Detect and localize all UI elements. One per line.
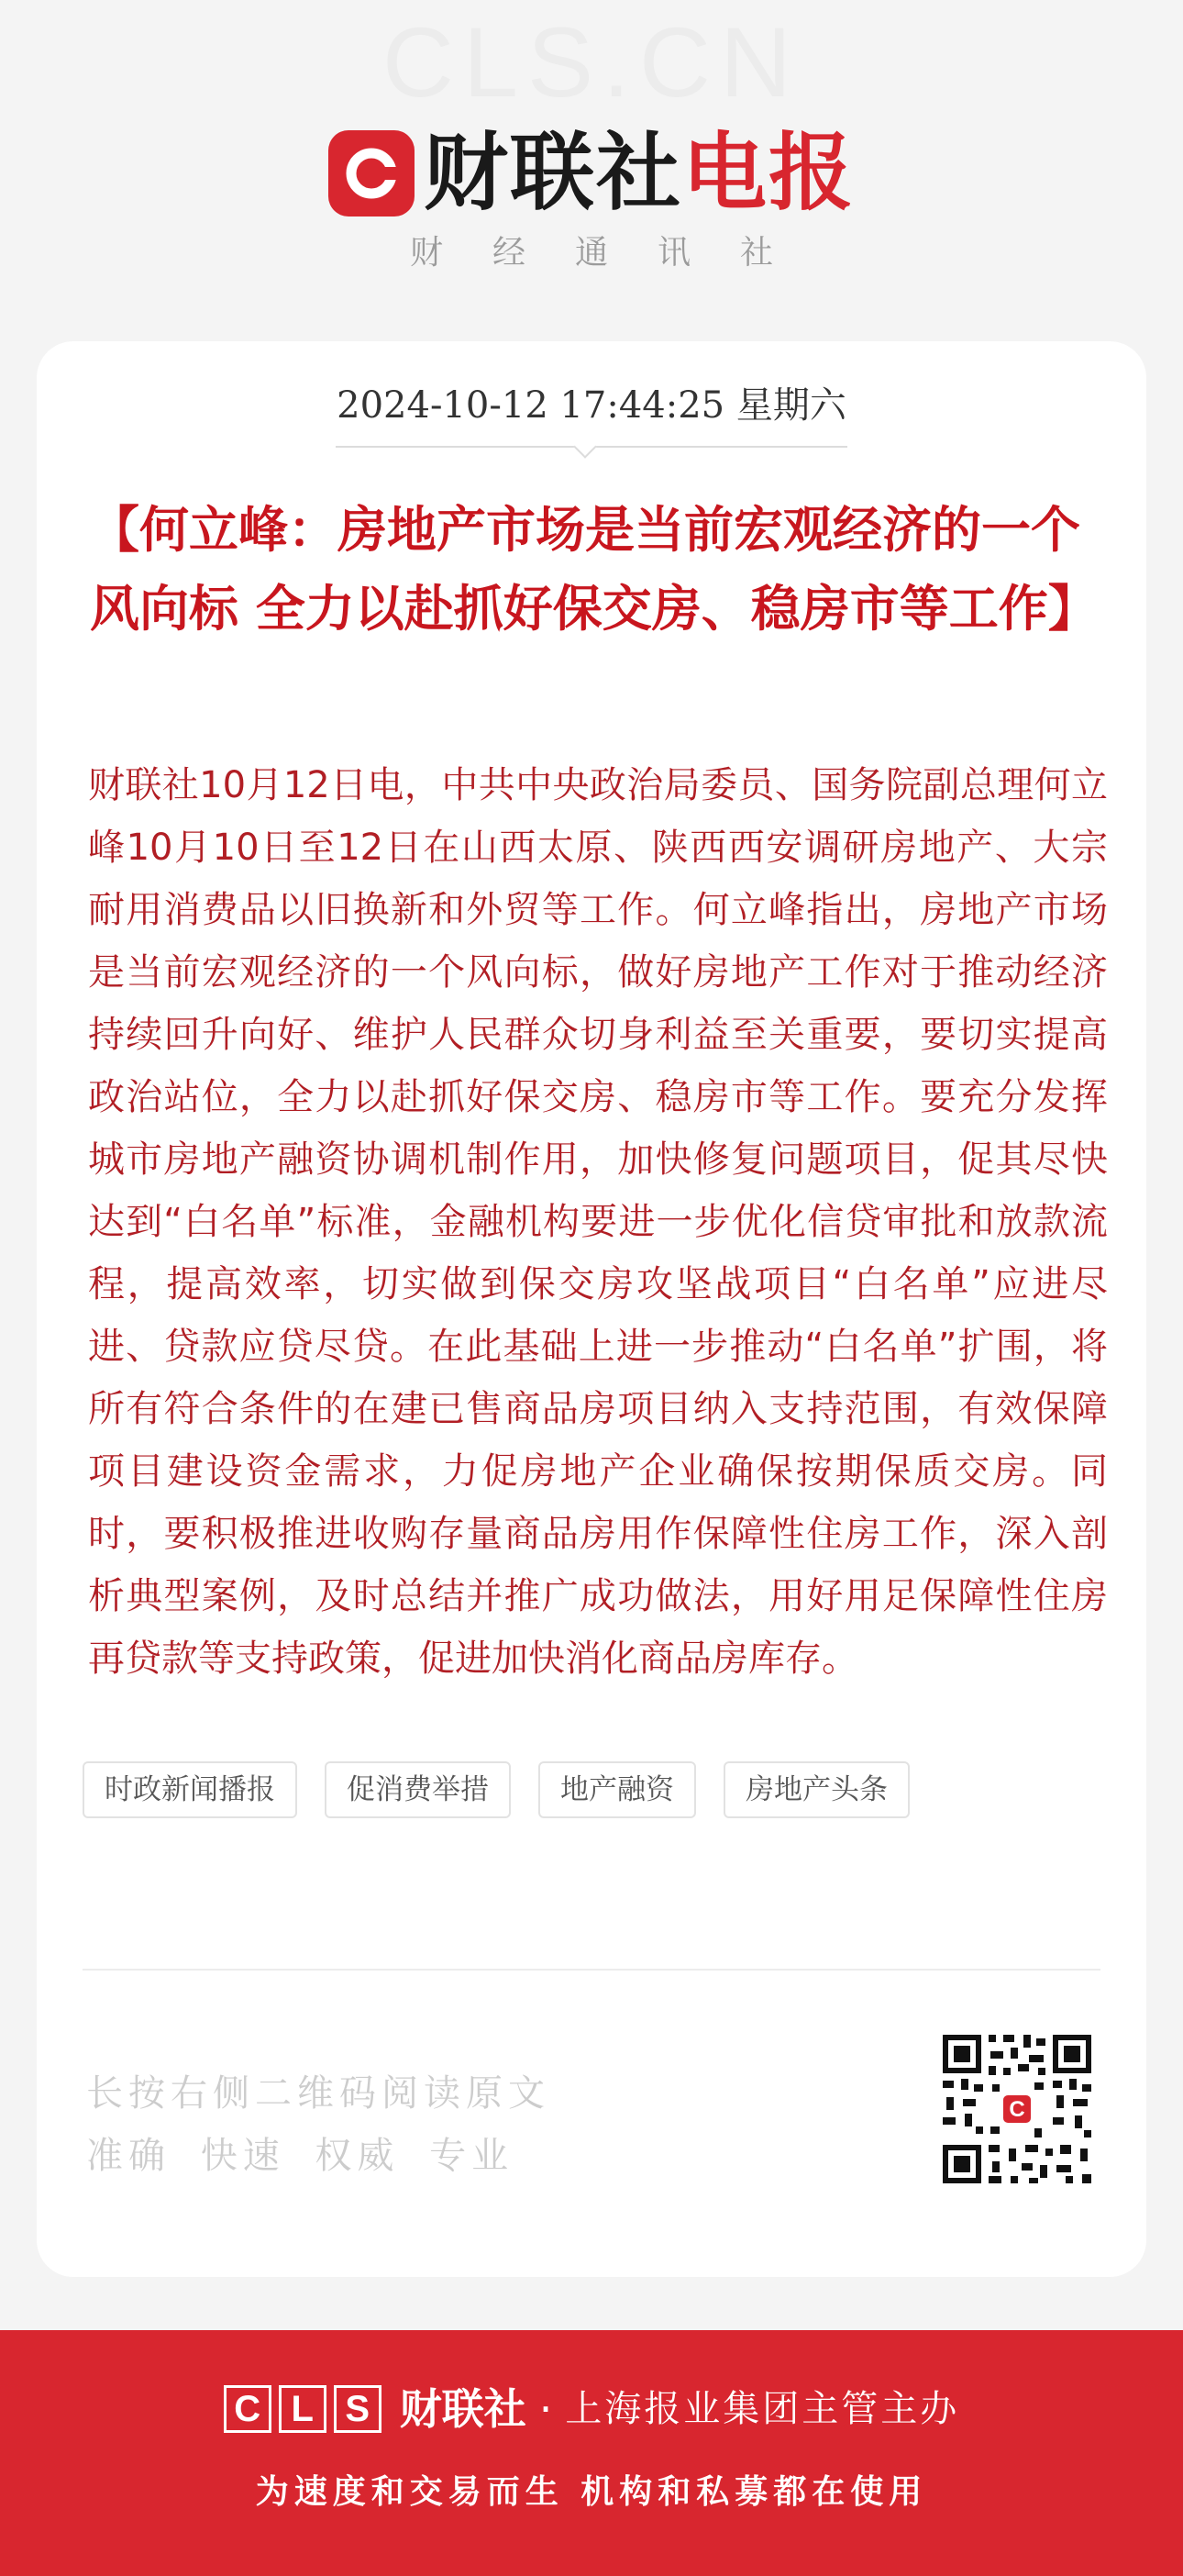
brand-accent: 电报 bbox=[682, 124, 856, 222]
section-divider bbox=[83, 1969, 1100, 1971]
qr-slogan-text: 准确 快速 权威 专业 bbox=[86, 2135, 514, 2177]
logo-badge-icon bbox=[328, 130, 415, 217]
footer-slogan: 为速度和交易而生 机构和私募都在使用 bbox=[255, 2472, 928, 2511]
watermark-text: CLS.CN bbox=[381, 6, 802, 117]
tag-item[interactable]: 地产融资 bbox=[538, 1761, 696, 1818]
footer-organization: 上海报业集团主管主办 bbox=[565, 2388, 960, 2430]
tag-item[interactable]: 时政新闻播报 bbox=[83, 1761, 297, 1818]
qr-hint-text: 长按右侧二维码阅读原文 bbox=[86, 2072, 550, 2115]
logo-c-icon bbox=[341, 143, 402, 204]
brand-name: 财联社 bbox=[423, 124, 682, 222]
footer-brand-row bbox=[0, 2385, 1183, 2433]
article-body: 财联社10月12日电，中共中央政治局委员、国务院副总理何立峰10月10日至12日在山西太原、陕西西安调研房地产、大宗耐用消费品以旧换新和外贸等工作。何立峰指出，房地产市场是当前宏观经济的一个风向标，做好房地产工作对于推动经济持续回升向好、维护人民群众切身利益至关重要，要切实提高政治站位，全力以赴抓好保交房、稳房市等工作。要充分发挥城市房地产融资协调机制作用，加快修复问题项目，促其尽快达到“白名单”标准，金融机构要进一步优化信贷审批和放款流程，提高效率，切实做到保交房攻坚战项目“白名单”应进尽进、贷款应贷尽贷。在此基础上进一步推动“白名单”扩围，将所有符合条件的在建已售商品房项目纳入支持范围，有效保障项目建设资金需求，力促房地产企业确保按期保质交房。同时，要积极推进收购存量商品房用作保障性住房工作，深入剖析典型案例，及时总结并推广成功做法，用好用足保障性住房再贷款等支持政策，促进加快消化商品房库存。 bbox=[88, 764, 1108, 1680]
article-datetime: 2024-10-12 17:44:25 星期六 bbox=[337, 384, 846, 427]
footer-separator: · bbox=[538, 2384, 553, 2434]
tag-item[interactable]: 房地产头条 bbox=[724, 1761, 910, 1818]
qr-code-icon[interactable] bbox=[939, 2031, 1095, 2187]
brand-logo bbox=[0, 124, 1183, 222]
article-headline: 【何立峰：房地产市场是当前宏观经济的一个风向标 全力以赴抓好保交房、稳房市等工作】 bbox=[90, 500, 1098, 638]
qr-logo-letter: C bbox=[1009, 2097, 1025, 2122]
cls-letter-box: C bbox=[224, 2385, 271, 2433]
footer-brand-name: 财联社 bbox=[399, 2384, 526, 2434]
cls-letter-box: S bbox=[334, 2385, 381, 2433]
datetime-notch-icon bbox=[573, 435, 596, 458]
tag-list bbox=[83, 1761, 910, 1818]
footer-banner bbox=[0, 2330, 1183, 2576]
cls-letter-box: L bbox=[279, 2385, 326, 2433]
brand-tagline: 财经通讯社 bbox=[409, 234, 823, 272]
article-card bbox=[37, 341, 1146, 2277]
tag-item[interactable]: 促消费举措 bbox=[325, 1761, 511, 1818]
